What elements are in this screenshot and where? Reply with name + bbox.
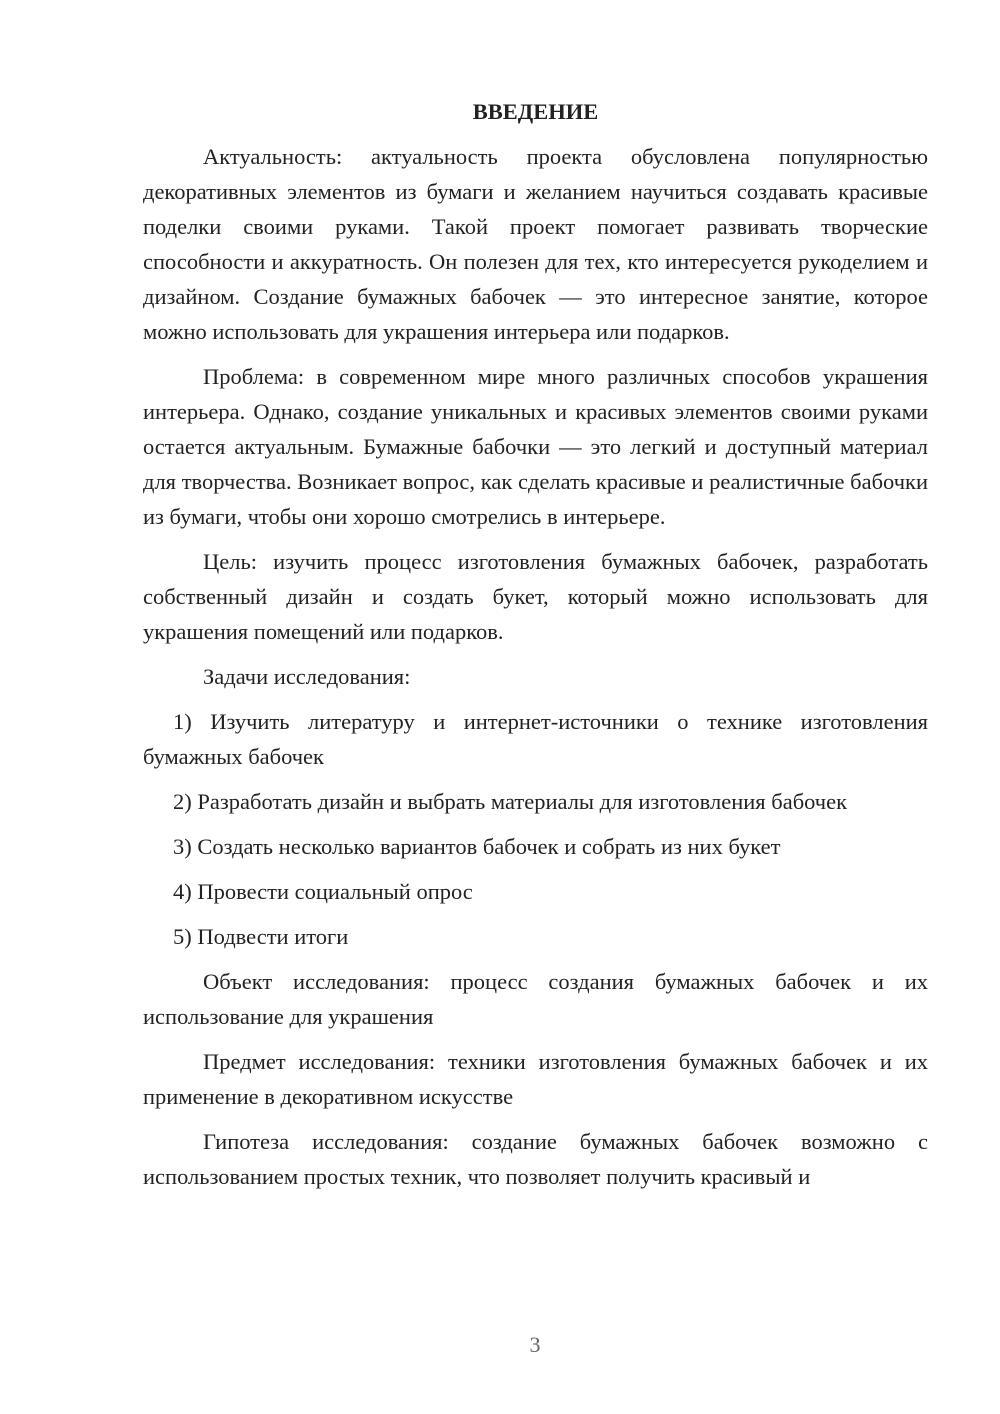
subject-paragraph: Предмет исследования: техники изготовления бумажных бабочек и их применение в декоративном искусстве: [143, 1049, 928, 1109]
task-item-4: 4) Провести социальный опрос: [173, 879, 473, 904]
object-paragraph: Объект исследования: процесс создания бумажных бабочек и их использование для украшения: [143, 969, 928, 1029]
page-number: 3: [529, 1332, 541, 1357]
relevance-paragraph: Актуальность: актуальность проекта обусловлена популярностью декоративных элементов из бумаги и желанием научиться создавать красивые поделки своими руками. Такой проект помогает развивать творческие способности и аккуратность. Он полезен для тех, кто интересуется рукоделием и дизайном. Создание бумажных бабочек — это интересное занятие, которое можно использовать для украшения интерьера или подарков.: [143, 144, 928, 344]
section-title: ВВЕДЕНИЕ: [472, 99, 599, 124]
goal-paragraph: Цель: изучить процесс изготовления бумажных бабочек, разработать собственный дизайн и создать букет, который можно использовать для украшения помещений или подарков.: [143, 549, 928, 644]
task-item-1: 1) Изучить литературу и интернет-источники о технике изготовления бумажных бабочек: [143, 709, 928, 769]
tasks-heading: Задачи исследования:: [203, 664, 411, 689]
task-item-5: 5) Подвести итоги: [173, 924, 349, 949]
task-item-3: 3) Создать несколько вариантов бабочек и собрать из них букет: [173, 834, 781, 859]
page-content: [143, 94, 928, 1204]
task-item-2: 2) Разработать дизайн и выбрать материалы для изготовления бабочек: [173, 789, 848, 814]
problem-paragraph: Проблема: в современном мире много различных способов украшения интерьера. Однако, создание уникальных и красивых элементов своими руками остается актуальным. Бумажные бабочки — это легкий и доступный материал для творчества. Возникает вопрос, как сделать красивые и реалистичные бабочки из бумаги, чтобы они хорошо смотрелись в интерьере.: [143, 364, 928, 529]
hypothesis-paragraph: Гипотеза исследования: создание бумажных бабочек возможно с использованием простых техник, что позволяет получить красивый и: [143, 1129, 928, 1189]
